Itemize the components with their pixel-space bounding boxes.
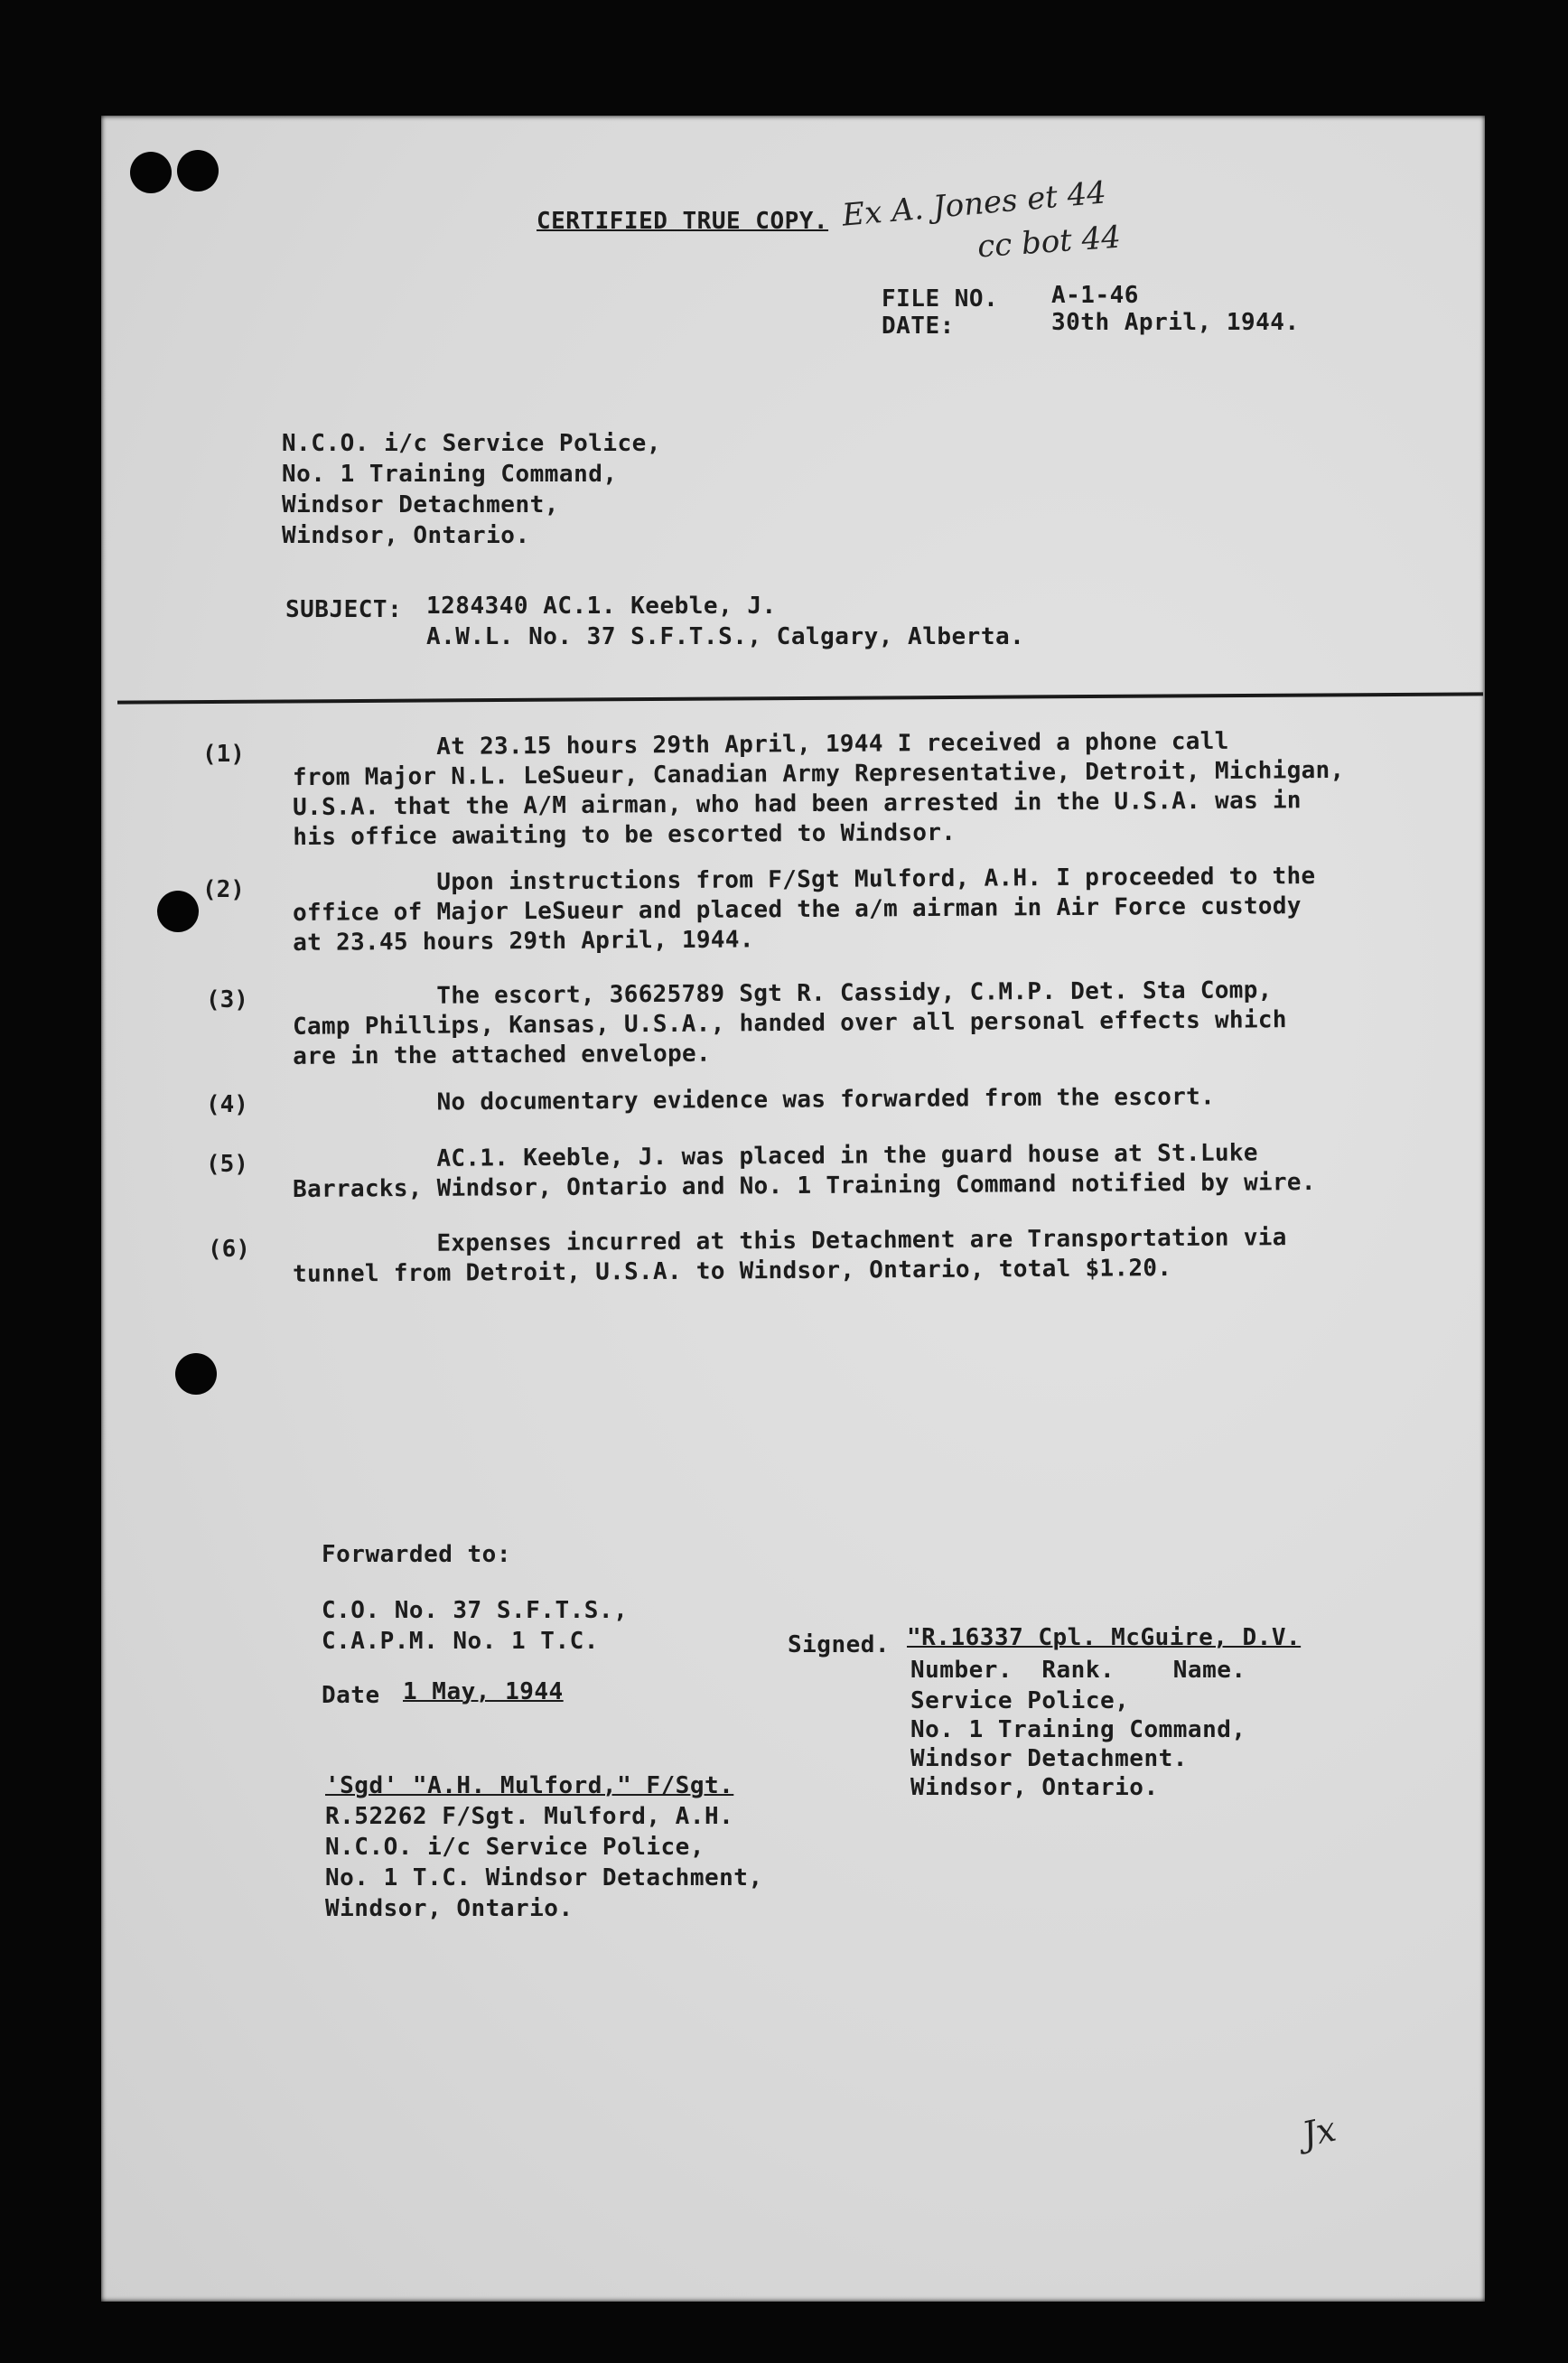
addressee-line: Windsor, Ontario. <box>282 522 530 549</box>
punch-hole <box>157 891 199 932</box>
initials-mark: Jx <box>1298 2108 1339 2155</box>
addressee-line: No. 1 Training Command, <box>282 461 618 488</box>
signature-block-line: Windsor Detachment. <box>910 1745 1188 1772</box>
paragraph-number: (3) <box>206 986 248 1013</box>
forwarded-date-label: Date <box>322 1682 380 1709</box>
file-no-value: A-1-46 <box>1051 282 1139 309</box>
paragraph-text: Upon instructions from F/Sgt Mulford, A.H. I proceeded to the office of Major LeSueur and placed the a/m airman in Air Force custody at 23.45 hours 29th April, 1944. <box>292 863 1316 957</box>
document-page <box>101 116 1485 2302</box>
mulford-block-line: N.C.O. i/c Service Police, <box>325 1834 705 1861</box>
paragraph-number: (5) <box>206 1151 248 1178</box>
signature-block-line: Number. Rank. Name. <box>910 1657 1246 1684</box>
mulford-block-line: Windsor, Ontario. <box>325 1895 574 1922</box>
mulford-signature-line: 'Sgd' "A.H. Mulford," F/Sgt. <box>325 1772 734 1799</box>
addressee-line: N.C.O. i/c Service Police, <box>282 430 661 457</box>
paragraph-text: AC.1. Keeble, J. was placed in the guard house at St.Luke Barracks, Windsor, Ontario and No. 1 Training Command notified by wire. <box>292 1139 1316 1203</box>
signature-block-line: Service Police, <box>910 1687 1130 1714</box>
paragraph-number: (4) <box>206 1091 248 1118</box>
paragraph-text: Expenses incurred at this Detachment are Transportation via tunnel from Detroit, U.S.A. to Windsor, Ontario, total $1.20. <box>292 1224 1287 1288</box>
addressee-line: Windsor Detachment, <box>282 491 559 518</box>
signature-block-line: Windsor, Ontario. <box>910 1774 1159 1801</box>
paragraph-number: (2) <box>202 876 245 903</box>
paragraph-text: The escort, 36625789 Sgt R. Cassidy, C.M.P. Det. Sta Comp, Camp Phillips, Kansas, U.S.A., handed over all personal effects which are in the attached envelope. <box>292 976 1287 1070</box>
date-value: 30th April, 1944. <box>1051 309 1300 336</box>
signed-label: Signed. <box>788 1631 891 1658</box>
date-label: DATE: <box>882 313 955 340</box>
subject-line: 1284340 AC.1. Keeble, J. <box>426 593 777 620</box>
paragraph-text: At 23.15 hours 29th April, 1944 I received a phone call from Major N.L. LeSueur, Canadian Army Representative, Detroit, Michigan, U.S.A. that the A/M airman, who had been arrested in the U.S.A. was in his office awaiting to be escorted to Windsor. <box>292 727 1345 852</box>
paragraph-number: (1) <box>202 741 245 768</box>
subject-label: SUBJECT: <box>285 596 403 623</box>
signature-block-line: No. 1 Training Command, <box>910 1716 1246 1743</box>
forwarded-label: Forwarded to: <box>322 1541 511 1568</box>
punch-hole <box>175 1353 217 1395</box>
paragraph-text: No documentary evidence was forwarded from the escort. <box>292 1083 1216 1117</box>
paragraph-number: (6) <box>208 1236 250 1263</box>
punch-hole <box>130 152 172 193</box>
document-title: CERTIFIED TRUE COPY. <box>537 208 829 235</box>
mulford-block-line: No. 1 T.C. Windsor Detachment, <box>325 1864 763 1891</box>
punch-hole <box>177 150 219 191</box>
mulford-block-line: R.52262 F/Sgt. Mulford, A.H. <box>325 1803 734 1830</box>
divider-line <box>117 692 1483 704</box>
signature-line: "R.16337 Cpl. McGuire, D.V. <box>907 1624 1302 1651</box>
forwarded-date-value: 1 May, 1944 <box>403 1678 564 1705</box>
handwritten-note: Ex A. Jones et 44 <box>840 174 1108 234</box>
forwarded-recipient: C.O. No. 37 S.F.T.S., <box>322 1597 629 1624</box>
file-no-label: FILE NO. <box>882 285 999 313</box>
forwarded-recipient: C.A.P.M. No. 1 T.C. <box>322 1628 599 1655</box>
handwritten-note: cc bot 44 <box>975 219 1123 266</box>
subject-line: A.W.L. No. 37 S.F.T.S., Calgary, Alberta. <box>426 623 1025 650</box>
